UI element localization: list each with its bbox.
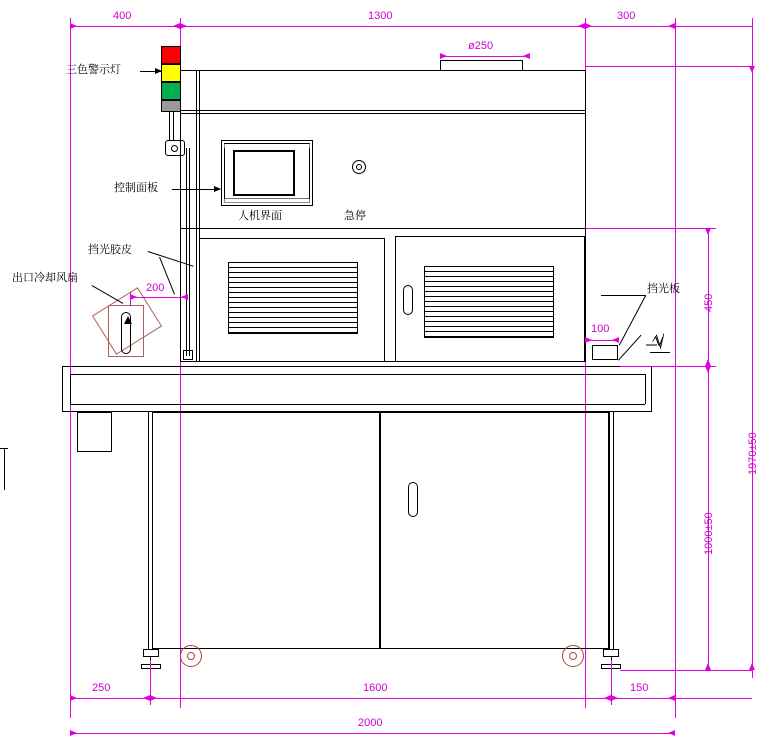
lamp-mount-rod bbox=[186, 148, 187, 356]
label-light-block-plate: 挡光板 bbox=[647, 283, 680, 295]
lamp-mount-foot bbox=[183, 350, 193, 360]
dim-line-200 bbox=[130, 297, 188, 298]
surface-mark-underline bbox=[650, 352, 670, 353]
louver-grille-right-frame bbox=[424, 266, 554, 338]
hmi-screen bbox=[233, 150, 295, 196]
emergency-stop-inner bbox=[356, 164, 362, 170]
dim-arrow-2000-l bbox=[70, 730, 77, 736]
dim-arrow-1000-top bbox=[705, 366, 711, 373]
dim-arrow-200-l bbox=[130, 294, 137, 300]
dim-200: 200 bbox=[146, 282, 165, 294]
label-emergency-stop: 急停 bbox=[344, 210, 366, 222]
label-outlet-cooling-fan: 出口冷却风扇 bbox=[12, 272, 78, 284]
dim-arrow-450-top bbox=[705, 228, 711, 235]
dim-arrow-1000-bottom bbox=[705, 663, 711, 670]
dim-arrow-1300-r bbox=[578, 23, 585, 29]
dim-arrow-200-r bbox=[181, 294, 188, 300]
cooling-fan-arrow bbox=[124, 316, 132, 324]
dim-2000: 2000 bbox=[358, 717, 383, 729]
dim-ext-1970-top bbox=[586, 66, 752, 67]
tri-color-lamp-yellow bbox=[161, 64, 181, 82]
dim-arrow-400-l bbox=[70, 23, 77, 29]
tri-color-lamp-green bbox=[161, 82, 181, 100]
conveyor-table-inner-line-2 bbox=[70, 404, 645, 405]
label-control-panel: 控制面板 bbox=[114, 182, 158, 194]
tri-color-lamp-red bbox=[161, 46, 181, 64]
leader-outlet-cooling-fan bbox=[92, 285, 124, 304]
conveyor-table-inner-line bbox=[70, 374, 645, 375]
lamp-mount-rod-2 bbox=[189, 148, 190, 356]
dim-arrow-1600-r bbox=[604, 695, 611, 701]
dim-arrow-1600-l bbox=[150, 695, 157, 701]
leveling-foot-left-pad bbox=[141, 664, 161, 669]
cabinet-door-right[interactable] bbox=[380, 412, 609, 649]
caster-left-hub bbox=[187, 652, 195, 660]
chamber-door-handle[interactable] bbox=[403, 285, 413, 315]
upper-enclosure-band-2 bbox=[181, 113, 585, 114]
hmi-frame-hatch-top bbox=[224, 143, 310, 148]
dim-450: 450 bbox=[703, 293, 715, 312]
caster-right-hub bbox=[569, 652, 577, 660]
lamp-pole bbox=[169, 112, 170, 140]
light-block-plate bbox=[592, 345, 618, 360]
leader-light-block-plate bbox=[601, 295, 646, 296]
dim-400: 400 bbox=[113, 10, 132, 22]
enclosure-left-post bbox=[196, 71, 197, 361]
label-light-block-rubber: 挡光胶皮 bbox=[88, 244, 132, 256]
dim-arrow-450-bottom bbox=[705, 359, 711, 366]
dim-1000: 1000±50 bbox=[703, 512, 715, 555]
leader-light-block-plate-2 bbox=[619, 296, 646, 346]
frame-leg-right bbox=[609, 412, 610, 649]
dim-arrow-150-r bbox=[668, 695, 675, 701]
upper-enclosure-top-band bbox=[181, 110, 585, 111]
label-tri-color-lamp: 三色警示灯 bbox=[66, 64, 121, 76]
dim-line-bottom-1 bbox=[70, 698, 752, 699]
exhaust-nozzle bbox=[440, 60, 523, 71]
dim-arrow-1970-bottom bbox=[749, 663, 755, 670]
dim-line-dia250 bbox=[440, 56, 530, 57]
dim-arrow-2000-r bbox=[668, 730, 675, 736]
dim-ext-1000-bottom bbox=[620, 670, 752, 671]
upper-enclosure-mid-band bbox=[181, 228, 585, 229]
leader-arrow-control-panel bbox=[214, 186, 221, 192]
dim-arrow-100-r bbox=[612, 337, 619, 343]
label-hmi: 人机界面 bbox=[238, 210, 282, 222]
dim-arrow-300-r bbox=[668, 23, 675, 29]
dim-ext-450-bottom bbox=[620, 366, 716, 367]
hmi-frame-hatch-bottom bbox=[224, 198, 310, 203]
dim-arrow-250-l bbox=[70, 695, 77, 701]
dim-1600: 1600 bbox=[363, 682, 388, 694]
louver-grille-left-frame bbox=[228, 262, 358, 334]
lamp-bracket-bolt bbox=[171, 145, 178, 152]
surface-mark-label: V bbox=[655, 334, 664, 349]
dim-arrow-250-r bbox=[143, 695, 150, 701]
dim-1300: 1300 bbox=[368, 10, 393, 22]
frame-leg-right-2 bbox=[613, 412, 614, 649]
dim-1970: 1970±50 bbox=[747, 432, 759, 475]
leader-control-panel bbox=[172, 189, 220, 190]
leader-arrow-tri-color-lamp bbox=[155, 68, 162, 74]
dim-100: 100 bbox=[591, 323, 610, 335]
dim-dia250: ø250 bbox=[468, 40, 494, 52]
conveyor-table-left-edge bbox=[70, 374, 71, 404]
sheet-edge-tick-2 bbox=[4, 448, 5, 490]
dim-arrow-100-l bbox=[585, 337, 592, 343]
dim-arrow-300-l bbox=[585, 23, 592, 29]
cabinet-door-left[interactable] bbox=[152, 412, 380, 649]
dim-arrow-400-r bbox=[173, 23, 180, 29]
leveling-foot-right bbox=[603, 649, 619, 657]
dim-ext-450-top bbox=[586, 228, 716, 229]
lamp-pole-2 bbox=[173, 112, 174, 140]
dim-arrow-1970-top bbox=[749, 66, 755, 73]
dim-line-1970 bbox=[752, 66, 753, 670]
dim-ext-top-4 bbox=[675, 18, 676, 718]
conveyor-table bbox=[62, 366, 652, 412]
dim-300: 300 bbox=[617, 10, 636, 22]
dim-arrow-dia-l bbox=[440, 53, 447, 59]
dim-250: 250 bbox=[92, 682, 111, 694]
leveling-foot-left bbox=[143, 649, 159, 657]
drop-chute bbox=[77, 412, 112, 452]
dim-line-bottom-total bbox=[70, 733, 675, 734]
tri-color-lamp-base bbox=[161, 100, 181, 112]
conveyor-table-right-edge bbox=[645, 374, 646, 404]
dim-arrow-150-l bbox=[611, 695, 618, 701]
dim-150: 150 bbox=[630, 682, 649, 694]
dim-arrow-dia-r bbox=[523, 53, 530, 59]
dim-arrow-1300-l bbox=[180, 23, 187, 29]
frame-leg-left bbox=[148, 412, 149, 649]
cabinet-door-handle[interactable] bbox=[408, 482, 418, 517]
